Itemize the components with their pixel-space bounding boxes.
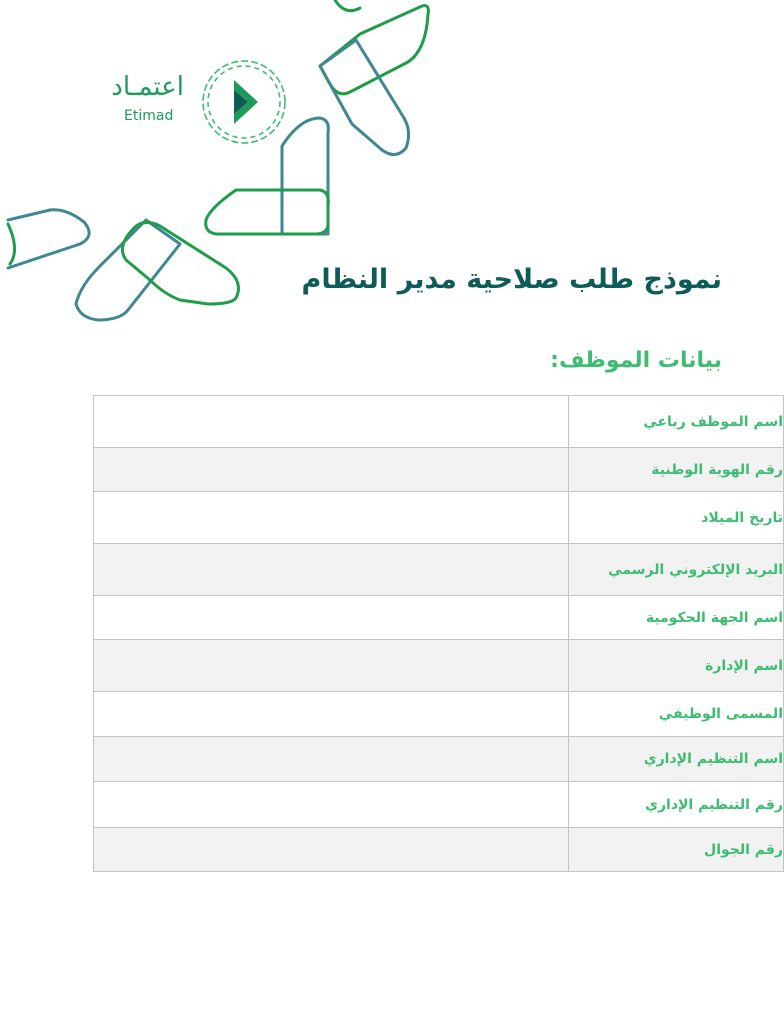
logo-arabic-text: اعتمـاد (111, 72, 184, 102)
etimad-emblem-icon (198, 58, 290, 148)
section-title-employee-data: بيانات الموظف: (550, 348, 722, 373)
table-row (94, 640, 784, 692)
job-title-field[interactable] (94, 692, 569, 737)
field-label: اسم الإدارة (569, 640, 784, 692)
field-label: اسم الموظف رباعي (569, 396, 784, 448)
table-row (94, 737, 784, 782)
field-label: رقم الجوال (569, 828, 784, 872)
org-unit-number-field[interactable] (94, 782, 569, 828)
table-row (94, 782, 784, 828)
government-entity-field[interactable] (94, 596, 569, 640)
mobile-number-field[interactable] (94, 828, 569, 872)
table-row (94, 396, 784, 448)
field-label: رقم الهوية الوطنية (569, 448, 784, 492)
table-row (94, 828, 784, 872)
official-email-field[interactable] (94, 544, 569, 596)
etimad-logo (88, 58, 298, 148)
table-row (94, 544, 784, 596)
org-unit-name-field[interactable] (94, 737, 569, 782)
field-label: اسم الجهة الحكومية (569, 596, 784, 640)
employee-data-table (93, 395, 784, 872)
field-label: المسمى الوظيفي (569, 692, 784, 737)
field-label: رقم التنظيم الإداري (569, 782, 784, 828)
logo-english-text: Etimad (124, 108, 174, 124)
table-row (94, 596, 784, 640)
field-label: البريد الإلكتروني الرسمي (569, 544, 784, 596)
employee-name-field[interactable] (94, 396, 569, 448)
page-title: نموذج طلب صلاحية مدير النظام (301, 264, 722, 295)
table-row (94, 448, 784, 492)
department-field[interactable] (94, 640, 569, 692)
table-row (94, 692, 784, 737)
field-label: اسم التنظيم الإداري (569, 737, 784, 782)
birth-date-field[interactable] (94, 492, 569, 544)
national-id-field[interactable] (94, 448, 569, 492)
table-row (94, 492, 784, 544)
field-label: تاريخ الميلاد (569, 492, 784, 544)
